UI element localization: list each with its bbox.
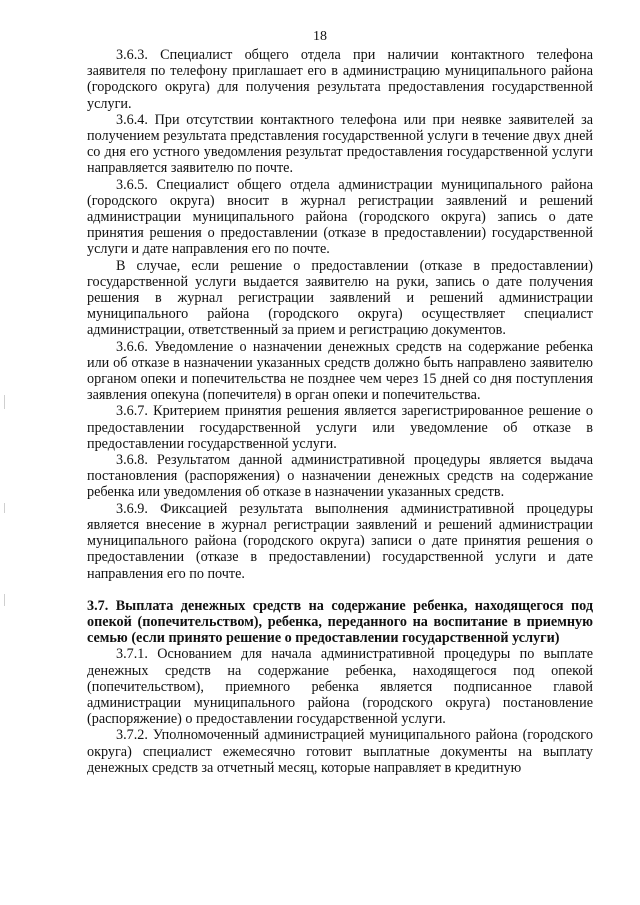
paragraph-3-6-3: 3.6.3. Специалист общего отдела при наличии контактного телефона заявителя по телефону приглашает его в администрацию муниципального района (городского округа) для получения результата предоставления государственной услуги. (87, 47, 593, 112)
paragraph-3-6-6: 3.6.6. Уведомление о назначении денежных средств на содержание ребенка или об отказе в назначении указанных средств должно быть направлено заявителю органом опеки и попечительства не позднее чем через 15 дней со дня поступления заявления опекуна (попечителя) в орган опеки и попечительства. (87, 338, 593, 404)
paragraph-3-6-5: 3.6.5. Специалист общего отдела администрации муниципального района (городского округа) вносит в журнал регистрации заявлений и решений администрации муниципального района (городского округа) запись о дате принятия решения о предоставлении (отказе в предоставлении) государственной услуги и дате направления его по почте. (87, 176, 593, 258)
document-body (87, 47, 593, 776)
scan-edge-mark (4, 503, 5, 513)
scan-edge-mark (4, 395, 5, 409)
paragraph-3-6-7: 3.6.7. Критерием принятия решения является зарегистрированное решение о предоставлении государственной услуги или уведомление об отказе в предоставлении государственной услуги. (87, 403, 593, 452)
paragraph-3-6-4: 3.6.4. При отсутствии контактного телефона или при неявке заявителей за получением результата представления государственной услуги в течение двух дней со дня его устного уведомления результат предоставления государственной услуги направляется заявителю по почте. (87, 111, 593, 177)
section-heading-3-7: 3.7. Выплата денежных средств на содержание ребенка, находящегося под опекой (попечительством), ребенка, переданного на воспитание в приемную семью (если принято решение о предоставлении государственной услуги) (87, 597, 593, 647)
paragraph-3-6-8: 3.6.8. Результатом данной административной процедуры является выдача постановления (распоряжения) о назначении денежных средств на содержание ребенка или уведомления об отказе в назначении указанных средств. (87, 452, 593, 501)
paragraph-3-7-1: 3.7.1. Основанием для начала административной процедуры по выплате денежных средств на содержание ребенка, находящегося под опекой (попечительством), приемного ребенка является подписанное главой администрации муниципального района (городского округа) постановление (распоряжение) о предоставлении государственной услуги. (87, 646, 593, 728)
scan-edge-mark (4, 594, 5, 606)
page-number: 18 (313, 29, 327, 44)
paragraph-3-7-2: 3.7.2. Уполномоченный администрацией муниципального района (городского округа) специалист ежемесячно готовит выплатные документы на выплату денежных средств за отчетный месяц, которые направляет в кредитную (87, 727, 593, 776)
paragraph-3-6-5-continued: В случае, если решение о предоставлении (отказе в предоставлении) государственной услуги выдается заявителю на руки, запись о дате получения решения в журнал регистрации заявлений и решений администрации муниципального района (городского округа) осуществляет специалист администрации, ответственный за прием и регистрацию документов. (87, 257, 593, 339)
paragraph-3-6-9: 3.6.9. Фиксацией результата выполнения административной процедуры является внесение в журнал регистрации заявлений и решений администрации муниципального района (городского округа) записи о дате принятия решения о предоставлении (отказе в предоставлении) государственной услуги и дате направления его по почте. (87, 500, 593, 582)
